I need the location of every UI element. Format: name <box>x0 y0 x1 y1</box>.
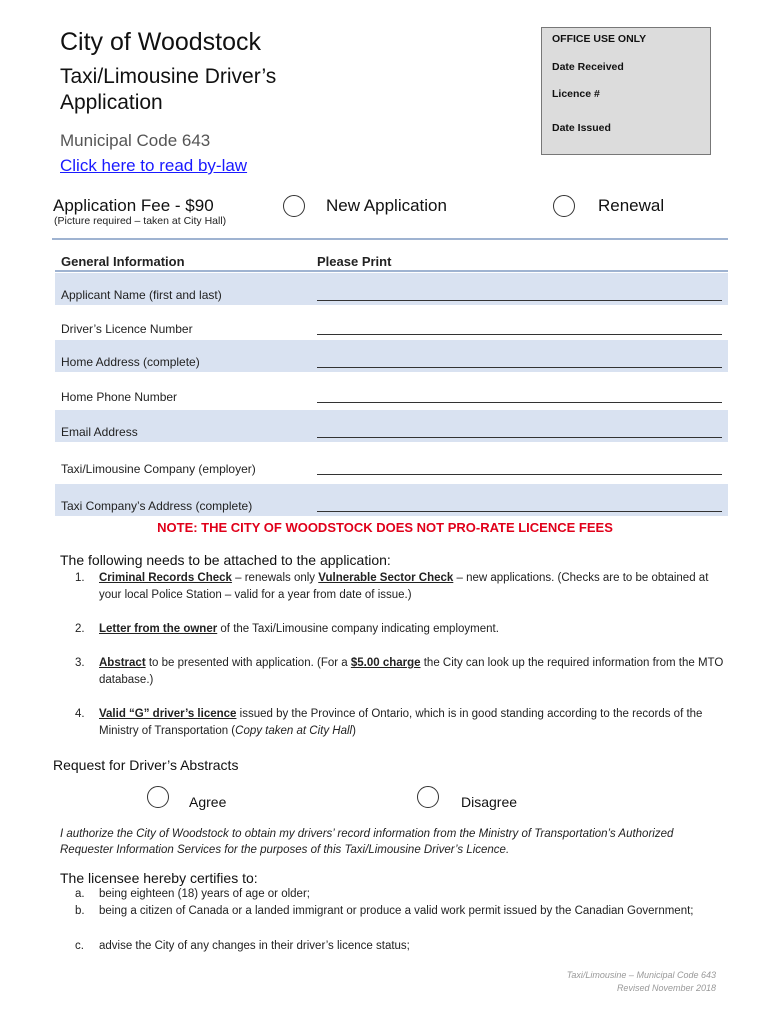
list-item <box>75 570 725 604</box>
item-letter: b. <box>75 905 85 917</box>
item-text-part: – new applications. (Checks are to be obtained at your local Police Station – valid for a year from date of issue.) <box>99 572 709 601</box>
home-phone-row <box>55 375 728 407</box>
footer-line: Taxi/Limousine – Municipal Code 643 <box>566 970 716 980</box>
field-label: Taxi Company’s Address (complete) <box>61 499 253 513</box>
bylaw-link[interactable]: Click here to read by-law <box>60 156 248 175</box>
form-subtitle: Taxi/Limousine Driver’s Application <box>60 65 277 114</box>
item-text-part: of the Taxi/Limousine company indicating employment. <box>217 623 499 635</box>
table-header-rule <box>55 270 728 272</box>
office-use-box <box>541 27 711 155</box>
item-text-part: ) <box>352 725 356 737</box>
section-divider <box>52 238 728 240</box>
page-title: City of Woodstock <box>60 28 262 56</box>
item-text: being a citizen of Canada or a landed immigrant or produce a valid work permit issued by the Canadian Government; <box>99 905 694 917</box>
company-field[interactable] <box>317 474 722 475</box>
field-label: Applicant Name (first and last) <box>61 288 222 302</box>
municipal-code: Municipal Code 643 <box>60 131 211 150</box>
item-text <box>99 570 725 604</box>
email-field[interactable] <box>317 437 722 438</box>
date-received-label: Date Received <box>552 61 624 73</box>
item-text <box>99 655 725 689</box>
new-application-radio[interactable] <box>283 195 305 217</box>
item-text <box>99 621 725 638</box>
copy-note: Copy taken at City Hall <box>235 725 353 737</box>
abstract-request-heading: Request for Driver’s Abstracts <box>53 757 239 773</box>
renewal-radio[interactable] <box>553 195 575 217</box>
drivers-licence-field[interactable] <box>317 334 722 335</box>
disagree-radio[interactable] <box>417 786 439 808</box>
vulnerable-sector-check: Vulnerable Sector Check <box>318 572 454 584</box>
pro-rate-note: NOTE: THE CITY OF WOODSTOCK DOES NOT PRO-RATE LICENCE FEES <box>157 520 613 535</box>
item-letter: c. <box>75 940 84 952</box>
disagree-label: Disagree <box>461 794 518 810</box>
office-use-heading: OFFICE USE ONLY <box>552 33 647 45</box>
certifies-heading: The licensee hereby certifies to: <box>60 870 258 886</box>
list-item <box>75 706 725 740</box>
list-item <box>75 903 725 937</box>
renewal-label: Renewal <box>598 196 665 215</box>
item-text: being eighteen (18) years of age or older; <box>99 888 310 900</box>
field-label: Email Address <box>61 425 138 439</box>
item-text: advise the City of any changes in their driver’s licence status; <box>99 940 410 952</box>
email-row <box>55 410 728 442</box>
abstract-charge: $5.00 charge <box>350 657 421 669</box>
item-text-part: issued by the Province of Ontario, which is in good standing according to the records of the Ministry of Transportation ( <box>99 708 703 737</box>
picture-note: (Picture required – taken at City Hall) <box>54 215 227 227</box>
item-number: 2. <box>75 623 85 635</box>
application-fee: Application Fee - $90 <box>53 196 214 215</box>
item-text-part: to be presented with application. (For a <box>145 657 351 669</box>
authorization-statement: I authorize the City of Woodstock to obtain my drivers’ record information from the Ministry of Transportation’s Authorized Requester Information Services for the purposes of this Taxi/Limousine Driver’s Licence. <box>60 828 674 856</box>
page-footer <box>567 969 716 995</box>
licence-number-label: Licence # <box>552 88 600 100</box>
abstract: Abstract <box>99 657 146 669</box>
field-label: Home Address (complete) <box>61 355 200 369</box>
list-item <box>75 655 725 689</box>
field-label: Taxi/Limousine Company (employer) <box>61 462 256 476</box>
applicant-name-row <box>55 273 728 305</box>
company-row <box>55 447 728 479</box>
item-letter: a. <box>75 888 85 900</box>
attachments-heading: The following needs to be attached to the application: <box>60 552 391 568</box>
home-address-row <box>55 340 728 372</box>
list-item <box>75 938 725 955</box>
home-phone-field[interactable] <box>317 402 722 403</box>
item-text <box>99 706 725 740</box>
valid-g-licence: Valid “G” driver’s licence <box>99 708 237 720</box>
agree-label: Agree <box>189 794 227 810</box>
footer-line: Revised November 2018 <box>616 983 716 993</box>
applicant-name-field[interactable] <box>317 300 722 301</box>
item-number: 4. <box>75 708 85 720</box>
new-application-label: New Application <box>326 196 447 215</box>
agree-radio[interactable] <box>147 786 169 808</box>
item-text-part: – renewals only <box>231 572 319 584</box>
general-info-header: General Information <box>61 254 185 269</box>
field-label: Home Phone Number <box>61 390 178 404</box>
criminal-records-check: Criminal Records Check <box>99 572 232 584</box>
company-address-row <box>55 484 728 516</box>
please-print-header: Please Print <box>317 254 392 269</box>
list-item <box>75 621 725 638</box>
company-address-field[interactable] <box>317 511 722 512</box>
date-issued-label: Date Issued <box>552 122 611 134</box>
owner-letter: Letter from the owner <box>99 623 218 635</box>
home-address-field[interactable] <box>317 367 722 368</box>
item-number: 3. <box>75 657 85 669</box>
item-text-part: the City can look up the required information from the MTO database.) <box>99 657 724 686</box>
item-number: 1. <box>75 572 85 584</box>
drivers-licence-row <box>55 307 728 339</box>
list-item <box>75 886 725 903</box>
field-label: Driver’s Licence Number <box>61 322 193 336</box>
